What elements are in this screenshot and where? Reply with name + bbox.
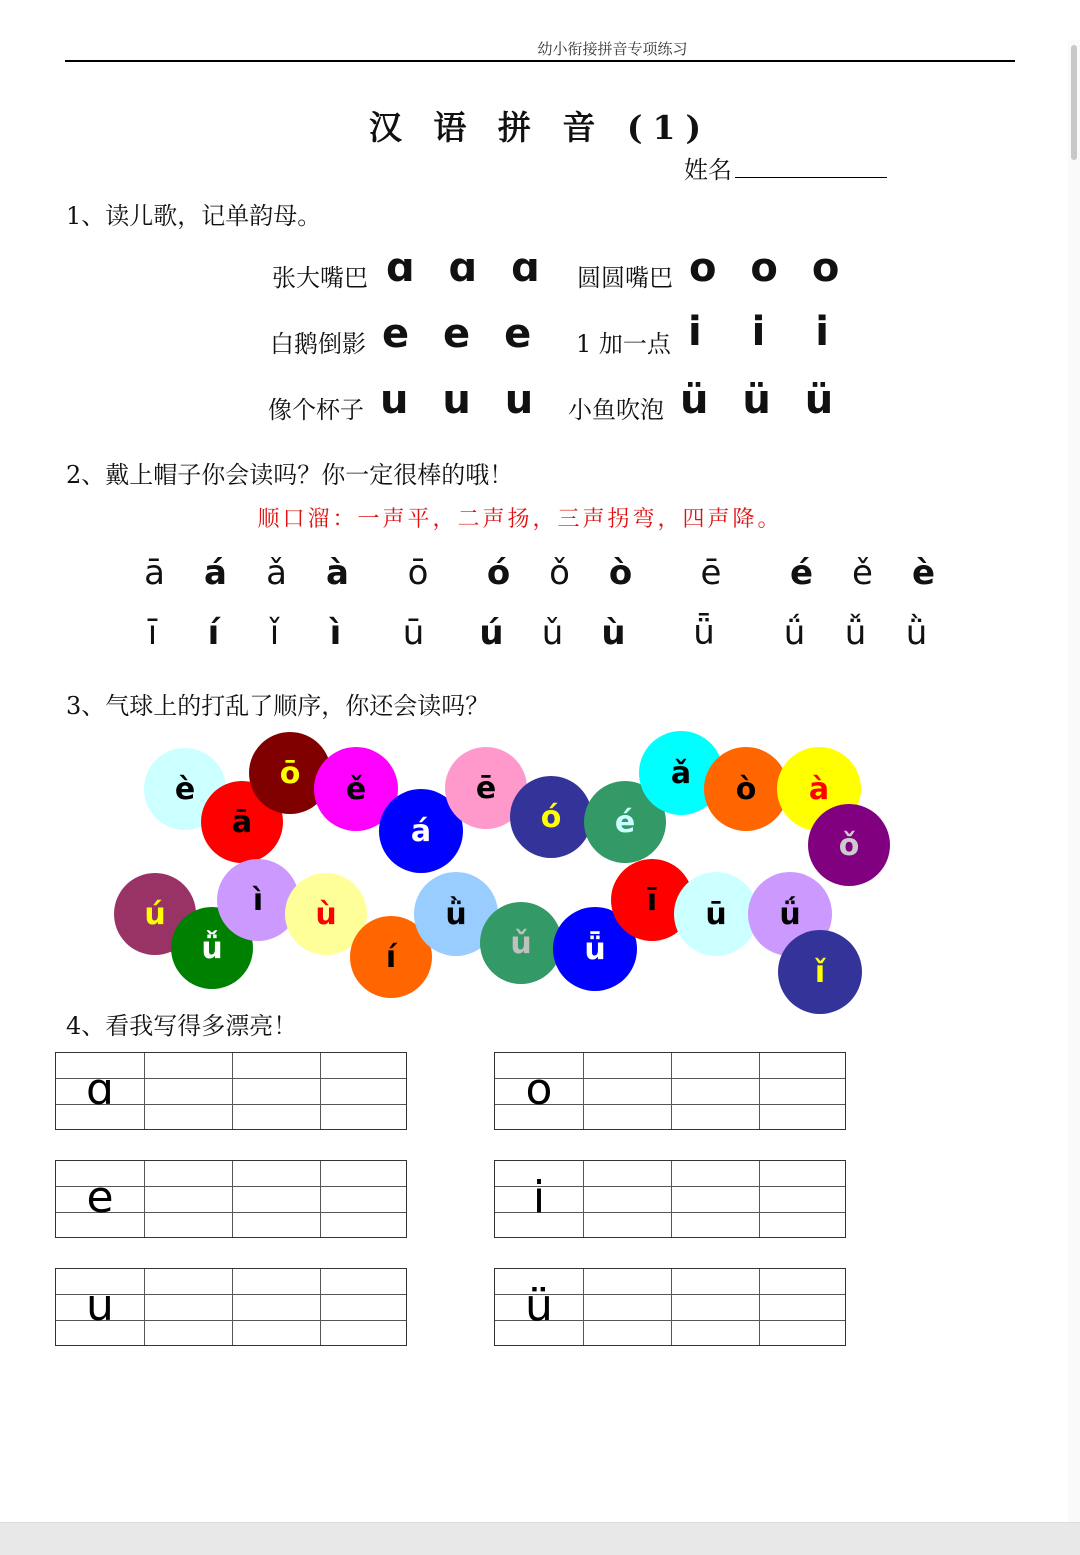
tone-jingle: 顺口溜：一声平，二声扬，三声拐弯，四声降。 <box>257 507 783 532</box>
sample-letter: o <box>525 1064 553 1115</box>
q1-heading: 1、读儿歌，记单韵母。 <box>66 202 322 230</box>
tone-letter: ò <box>608 553 633 593</box>
verse-letters: u u u <box>380 377 544 423</box>
balloon: ū <box>674 872 758 956</box>
balloon: ǐ <box>778 930 862 1014</box>
verse-label: 圆圆嘴巴 <box>577 264 673 292</box>
tone-letter: ī <box>147 613 158 653</box>
tone-letter: ì <box>329 613 342 653</box>
balloon: ě <box>314 747 398 831</box>
tone-letter: á <box>204 553 227 593</box>
balloon: ù <box>285 873 367 955</box>
sample-letter: e <box>86 1172 114 1223</box>
balloon: á <box>379 789 463 873</box>
grid-cell-divider <box>583 1161 584 1237</box>
sample-letter: i <box>532 1172 546 1223</box>
verse-letters: ɑ ɑ ɑ <box>386 245 550 291</box>
grid-cell-divider <box>583 1269 584 1345</box>
grid-cell-divider <box>671 1269 672 1345</box>
verse-label: 1 加一点 <box>576 330 671 358</box>
verse-label: 小鱼吹泡 <box>568 396 664 424</box>
balloon: ó <box>510 776 592 858</box>
q4-heading: 4、看我写得多漂亮！ <box>66 1012 298 1040</box>
grid-cell-divider <box>232 1161 233 1237</box>
tone-letter: ǎ <box>266 553 287 593</box>
tone-letter: é <box>789 553 814 593</box>
grid-cell-divider <box>144 1053 145 1129</box>
writing-grid[interactable] <box>494 1160 846 1238</box>
name-blank-line <box>735 177 887 178</box>
tone-letter: ē <box>700 553 722 593</box>
header-rule <box>65 60 1015 62</box>
sample-letter: ü <box>525 1280 553 1331</box>
verse-letters: e e e <box>382 311 542 357</box>
grid-cell-divider <box>583 1053 584 1129</box>
balloon: ē <box>445 747 527 829</box>
tone-letter: ā <box>144 553 165 593</box>
tone-letter: ó <box>486 553 511 593</box>
balloon: ǜ <box>414 872 498 956</box>
tone-letter: ǒ <box>549 553 570 593</box>
tone-letter: ǖ <box>693 613 715 653</box>
balloon: ǖ <box>553 907 637 991</box>
tone-letter: ō <box>407 553 429 593</box>
name-label: 姓名 <box>684 156 732 184</box>
balloon: à <box>777 747 861 831</box>
grid-cell-divider <box>320 1269 321 1345</box>
tone-letter: è <box>911 553 936 593</box>
tone-letter: à <box>326 553 349 593</box>
verse-label: 张大嘴巴 <box>272 264 368 292</box>
verse-label: 像个杯子 <box>268 396 364 424</box>
balloon: ǒ <box>808 804 890 886</box>
tone-row-1 <box>124 553 954 593</box>
verse-letters: ü ü ü <box>680 377 844 423</box>
page-header: 幼小衔接拼音专项练习 <box>537 40 688 58</box>
balloon: ǘ <box>748 872 832 956</box>
balloon: í <box>350 916 432 998</box>
grid-cell-divider <box>671 1161 672 1237</box>
q2-heading: 2、戴上帽子你会读吗？你一定很棒的哦！ <box>66 461 514 489</box>
sample-letter: u <box>86 1280 114 1331</box>
writing-grid[interactable] <box>55 1160 407 1238</box>
tone-letter: ǘ <box>783 613 806 653</box>
tone-letter: í <box>207 613 220 653</box>
writing-grid[interactable] <box>55 1052 407 1130</box>
grid-cell-divider <box>671 1053 672 1129</box>
grid-cell-divider <box>320 1053 321 1129</box>
grid-cell-divider <box>144 1269 145 1345</box>
grid-cell-divider <box>759 1053 760 1129</box>
grid-cell-divider <box>320 1161 321 1237</box>
verse-letters: o o o <box>689 245 850 291</box>
tone-letter: ù <box>601 613 626 653</box>
grid-cell-divider <box>232 1053 233 1129</box>
tone-letter: ě <box>852 553 873 593</box>
grid-cell-divider <box>759 1269 760 1345</box>
grid-cell-divider <box>759 1161 760 1237</box>
balloon: ǔ <box>480 902 562 984</box>
balloon: é <box>584 781 666 863</box>
writing-grid[interactable] <box>55 1268 407 1346</box>
balloon: ā <box>201 781 283 863</box>
balloon: ú <box>114 873 196 955</box>
tone-letter: ǚ <box>844 613 867 653</box>
tone-row-2 <box>122 613 947 653</box>
grid-cell-divider <box>232 1269 233 1345</box>
balloon: ō <box>249 732 331 814</box>
balloon: ī <box>611 859 693 941</box>
scrollbar-track[interactable] <box>1068 40 1080 1530</box>
balloon: è <box>144 748 226 830</box>
worksheet-title: 汉 语 拼 音 (1) <box>368 108 712 147</box>
tone-letter: ǜ <box>905 613 928 653</box>
tone-letter: ú <box>479 613 504 653</box>
writing-grid[interactable] <box>494 1268 846 1346</box>
verse-label: 白鹅倒影 <box>270 330 366 358</box>
balloon: ì <box>217 859 299 941</box>
tone-letter: ǔ <box>541 613 564 653</box>
balloon: ǎ <box>639 731 723 815</box>
balloon: ò <box>704 747 788 831</box>
sample-letter: ɑ <box>86 1064 114 1115</box>
tone-letter: ū <box>402 613 425 653</box>
verse-letters: i i i <box>688 309 847 355</box>
q3-heading: 3、气球上的打乱了顺序，你还会读吗？ <box>66 692 490 720</box>
bottom-toolbar <box>0 1522 1080 1555</box>
writing-grid[interactable] <box>494 1052 846 1130</box>
balloon: ǚ <box>171 907 253 989</box>
tone-letter: ǐ <box>269 613 280 653</box>
grid-cell-divider <box>144 1161 145 1237</box>
